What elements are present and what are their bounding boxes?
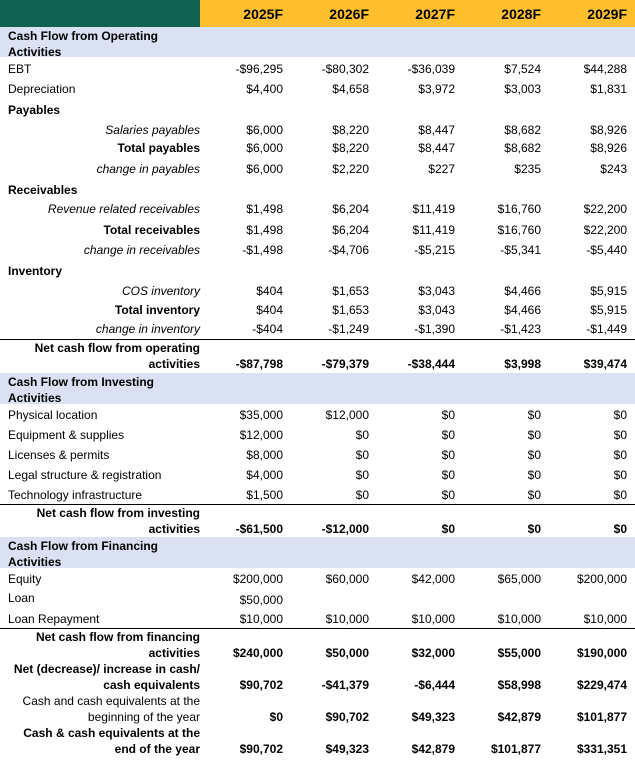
row-cos-inventory xyxy=(0,282,635,300)
row-technology xyxy=(0,486,635,504)
cell-value: -$79,379 xyxy=(321,357,369,371)
row-label-line: beginning of the year xyxy=(87,710,200,724)
cell-value: $3,043 xyxy=(418,303,455,317)
row-label xyxy=(8,725,200,757)
cell-value: $4,000 xyxy=(246,468,283,482)
row-label-line: activities xyxy=(148,357,200,371)
cell-value: $331,351 xyxy=(576,742,627,756)
cell-value: $42,000 xyxy=(411,572,455,586)
row-legal xyxy=(0,466,635,484)
cell-value: -$41,379 xyxy=(321,678,369,692)
cell-value: -$5,440 xyxy=(586,243,627,257)
cell-value: $0 xyxy=(527,448,541,462)
cell-value: $0 xyxy=(355,448,369,462)
cell-value: $6,000 xyxy=(246,123,283,137)
cell-value: $0 xyxy=(613,448,627,462)
cell-value: -$61,500 xyxy=(235,522,283,536)
row-ebt xyxy=(0,60,635,78)
cell-value: $0 xyxy=(355,428,369,442)
cell-value: $404 xyxy=(256,303,283,317)
row-label-line: cash equivalents xyxy=(103,678,200,692)
row-change-receivables xyxy=(0,241,635,259)
row-depreciation xyxy=(0,80,635,98)
cell-value: $49,323 xyxy=(325,742,369,756)
cell-value: $0 xyxy=(441,488,455,502)
cell-value: $10,000 xyxy=(325,612,369,626)
section-title: Cash Flow from Financing Activities xyxy=(8,539,159,569)
year-header: 2025F xyxy=(243,5,283,22)
cell-value: $10,000 xyxy=(497,612,541,626)
cell-value: -$404 xyxy=(252,322,283,336)
row-physical-location xyxy=(0,406,635,424)
cell-value: $16,760 xyxy=(497,223,541,237)
cell-value: $0 xyxy=(613,468,627,482)
row-label: Total inventory xyxy=(114,303,200,317)
row-label: EBT xyxy=(8,62,32,76)
cell-value: -$5,215 xyxy=(414,243,455,257)
cell-value: $0 xyxy=(613,488,627,502)
cell-value: $8,926 xyxy=(590,123,627,137)
cell-value: $11,419 xyxy=(412,223,455,237)
cell-value: $1,653 xyxy=(332,284,369,298)
row-label: Licenses & permits xyxy=(8,448,110,462)
cell-value: $1,831 xyxy=(590,82,627,96)
cell-value: -$1,249 xyxy=(328,322,369,336)
cell-value: $50,000 xyxy=(325,646,369,660)
cell-value: $10,000 xyxy=(411,612,455,626)
row-label: Equity xyxy=(8,572,42,586)
row-label xyxy=(8,505,200,537)
cell-value: $8,220 xyxy=(332,141,369,155)
cell-value: $8,926 xyxy=(590,141,627,155)
cell-value: -$1,390 xyxy=(414,322,455,336)
row-total-payables xyxy=(0,139,635,157)
row-label: Physical location xyxy=(8,408,98,422)
cell-value: -$4,706 xyxy=(328,243,369,257)
cell-value: $0 xyxy=(355,488,369,502)
row-label: Technology infrastructure xyxy=(8,488,143,502)
cell-value: $90,702 xyxy=(239,742,283,756)
header-row xyxy=(0,0,635,27)
cell-value: $50,000 xyxy=(239,593,283,607)
cell-value: $6,000 xyxy=(246,141,283,155)
cell-value: $10,000 xyxy=(583,612,627,626)
cell-value: -$87,798 xyxy=(235,357,283,371)
cell-value: $0 xyxy=(441,448,455,462)
row-label-line: activities xyxy=(148,646,200,660)
year-header: 2029F xyxy=(587,5,627,22)
cell-value: $101,877 xyxy=(490,742,541,756)
cell-value: $0 xyxy=(527,468,541,482)
cell-value: $0 xyxy=(269,710,283,724)
row-label-line: Net (decrease)/ increase in cash/ xyxy=(13,662,200,676)
row-revenue-receivables xyxy=(0,200,635,218)
row-label: Legal structure & registration xyxy=(8,468,162,482)
cell-value: $0 xyxy=(441,428,455,442)
cell-value: -$1,423 xyxy=(500,322,541,336)
cell-value: $0 xyxy=(441,408,455,422)
cell-value: $42,879 xyxy=(497,710,541,724)
cell-value: $8,000 xyxy=(246,448,283,462)
row-total-inventory xyxy=(0,301,635,319)
row-change-payables xyxy=(0,160,635,178)
group-label: Payables xyxy=(8,103,61,117)
section-title: Cash Flow from Investing Activities xyxy=(8,375,155,405)
cell-value: $65,000 xyxy=(497,572,541,586)
cell-value: $4,466 xyxy=(504,303,541,317)
row-label: Revenue related receivables xyxy=(47,202,200,216)
row-licenses xyxy=(0,446,635,464)
row-label-line: Net cash flow from financing xyxy=(35,630,200,644)
section-financing xyxy=(0,537,635,568)
cell-value: $42,879 xyxy=(411,742,455,756)
cell-value: $0 xyxy=(527,488,541,502)
row-label: COS inventory xyxy=(121,284,200,298)
cell-value: $11,419 xyxy=(412,202,455,216)
row-equity xyxy=(0,570,635,588)
cell-value: $0 xyxy=(527,522,541,536)
cell-value: $6,204 xyxy=(332,223,369,237)
row-label: change in payables xyxy=(96,162,200,176)
cell-value: $22,200 xyxy=(583,223,627,237)
cell-value: $0 xyxy=(527,408,541,422)
row-label xyxy=(8,693,200,725)
cell-value: $4,658 xyxy=(332,82,369,96)
cell-value: $0 xyxy=(613,428,627,442)
cell-value: $3,998 xyxy=(504,357,541,371)
cell-value: $6,204 xyxy=(332,202,369,216)
row-label-line: Net cash flow from operating xyxy=(34,341,200,355)
cell-value: $0 xyxy=(613,522,627,536)
cell-value: $22,200 xyxy=(583,202,627,216)
year-header: 2026F xyxy=(329,5,369,22)
row-loan-repayment xyxy=(0,610,635,628)
row-payables-heading xyxy=(0,101,635,119)
cell-value: $90,702 xyxy=(239,678,283,692)
row-total-receivables xyxy=(0,221,635,239)
row-label xyxy=(8,629,200,661)
cell-value: $4,400 xyxy=(246,82,283,96)
cell-value: -$6,444 xyxy=(414,678,455,692)
cell-value: $3,972 xyxy=(418,82,455,96)
cell-value: $8,682 xyxy=(504,141,541,155)
row-receivables-heading xyxy=(0,181,635,199)
cell-value: $0 xyxy=(441,468,455,482)
group-label: Receivables xyxy=(8,183,78,197)
cell-value: $5,915 xyxy=(590,284,627,298)
row-label-line: end of the year xyxy=(114,742,200,756)
cell-value: $3,003 xyxy=(504,82,541,96)
cell-value: $7,524 xyxy=(504,62,541,76)
cell-value: -$1,449 xyxy=(586,322,627,336)
cell-value: $0 xyxy=(613,408,627,422)
year-header: 2027F xyxy=(415,5,455,22)
cell-value: $8,447 xyxy=(418,123,455,137)
cell-value: -$96,295 xyxy=(235,62,283,76)
cell-value: $2,220 xyxy=(332,162,369,176)
row-label: change in receivables xyxy=(83,243,200,257)
cell-value: $0 xyxy=(527,428,541,442)
cell-value: $0 xyxy=(441,522,455,536)
cell-value: $6,000 xyxy=(246,162,283,176)
cell-value: $190,000 xyxy=(576,646,627,660)
header-corner xyxy=(0,0,200,27)
cell-value: $1,498 xyxy=(246,202,283,216)
cell-value: $10,000 xyxy=(239,612,283,626)
cell-value: -$12,000 xyxy=(321,522,369,536)
cell-value: $49,323 xyxy=(411,710,455,724)
row-net-investing xyxy=(0,505,635,537)
cell-value: $1,498 xyxy=(246,223,283,237)
cell-value: $8,447 xyxy=(418,141,455,155)
cell-value: $60,000 xyxy=(325,572,369,586)
row-label: Loan Repayment xyxy=(8,612,100,626)
cell-value: -$36,039 xyxy=(407,62,455,76)
cell-value: $16,760 xyxy=(497,202,541,216)
row-net-operating xyxy=(0,340,635,372)
row-net-financing xyxy=(0,629,635,661)
cell-value: -$38,444 xyxy=(407,357,455,371)
cell-value: $243 xyxy=(600,162,627,176)
row-label: Loan xyxy=(8,591,35,605)
year-header: 2028F xyxy=(501,5,541,22)
cell-value: $227 xyxy=(428,162,455,176)
cell-value: -$80,302 xyxy=(321,62,369,76)
row-beginning-cash xyxy=(0,693,635,725)
group-label: Inventory xyxy=(8,264,63,278)
row-change-inventory xyxy=(0,320,635,338)
cell-value: $32,000 xyxy=(411,646,455,660)
cell-value: $229,474 xyxy=(576,678,627,692)
section-operating xyxy=(0,27,635,57)
cell-value: $58,998 xyxy=(497,678,541,692)
cell-value: $235 xyxy=(514,162,541,176)
cell-value: $90,702 xyxy=(325,710,369,724)
cell-value: $101,877 xyxy=(576,710,627,724)
cell-value: $3,043 xyxy=(418,284,455,298)
row-label: Total receivables xyxy=(103,223,200,237)
cell-value: $200,000 xyxy=(232,572,283,586)
row-label: Salaries payables xyxy=(105,123,200,137)
cell-value: $200,000 xyxy=(576,572,627,586)
row-label: change in inventory xyxy=(95,322,200,336)
cell-value: $44,288 xyxy=(583,62,627,76)
cell-value: $0 xyxy=(355,468,369,482)
cell-value: $8,220 xyxy=(332,123,369,137)
cell-value: $240,000 xyxy=(232,646,283,660)
cell-value: -$1,498 xyxy=(242,243,283,257)
row-label: Depreciation xyxy=(8,82,76,96)
cell-value: $1,500 xyxy=(246,488,283,502)
row-label-line: Net cash flow from investing xyxy=(36,506,200,520)
row-net-change xyxy=(0,661,635,693)
cell-value: $404 xyxy=(256,284,283,298)
row-label xyxy=(8,661,200,693)
row-label-line: activities xyxy=(148,522,200,536)
cell-value: $12,000 xyxy=(325,408,369,422)
row-loan-amount xyxy=(0,591,635,609)
cell-value: $55,000 xyxy=(497,646,541,660)
row-inventory-heading xyxy=(0,262,635,280)
row-salaries-payables xyxy=(0,121,635,139)
cell-value: $8,682 xyxy=(504,123,541,137)
row-label-line: Cash and cash equivalents at the xyxy=(22,694,200,708)
cell-value: $39,474 xyxy=(583,357,627,371)
section-title: Cash Flow from Operating Activities xyxy=(8,29,159,59)
cell-value: $5,915 xyxy=(590,303,627,317)
row-label: Total payables xyxy=(117,141,200,155)
row-label xyxy=(8,340,200,372)
cell-value: $1,653 xyxy=(332,303,369,317)
cell-value: $35,000 xyxy=(239,408,283,422)
cell-value: $12,000 xyxy=(239,428,283,442)
row-label-line: Cash & cash equivalents at the xyxy=(23,726,200,740)
row-equipment xyxy=(0,426,635,444)
row-label: Equipment & supplies xyxy=(8,428,125,442)
cell-value: -$5,341 xyxy=(500,243,541,257)
cell-value: $4,466 xyxy=(504,284,541,298)
row-ending-cash xyxy=(0,725,635,757)
section-investing xyxy=(0,373,635,404)
